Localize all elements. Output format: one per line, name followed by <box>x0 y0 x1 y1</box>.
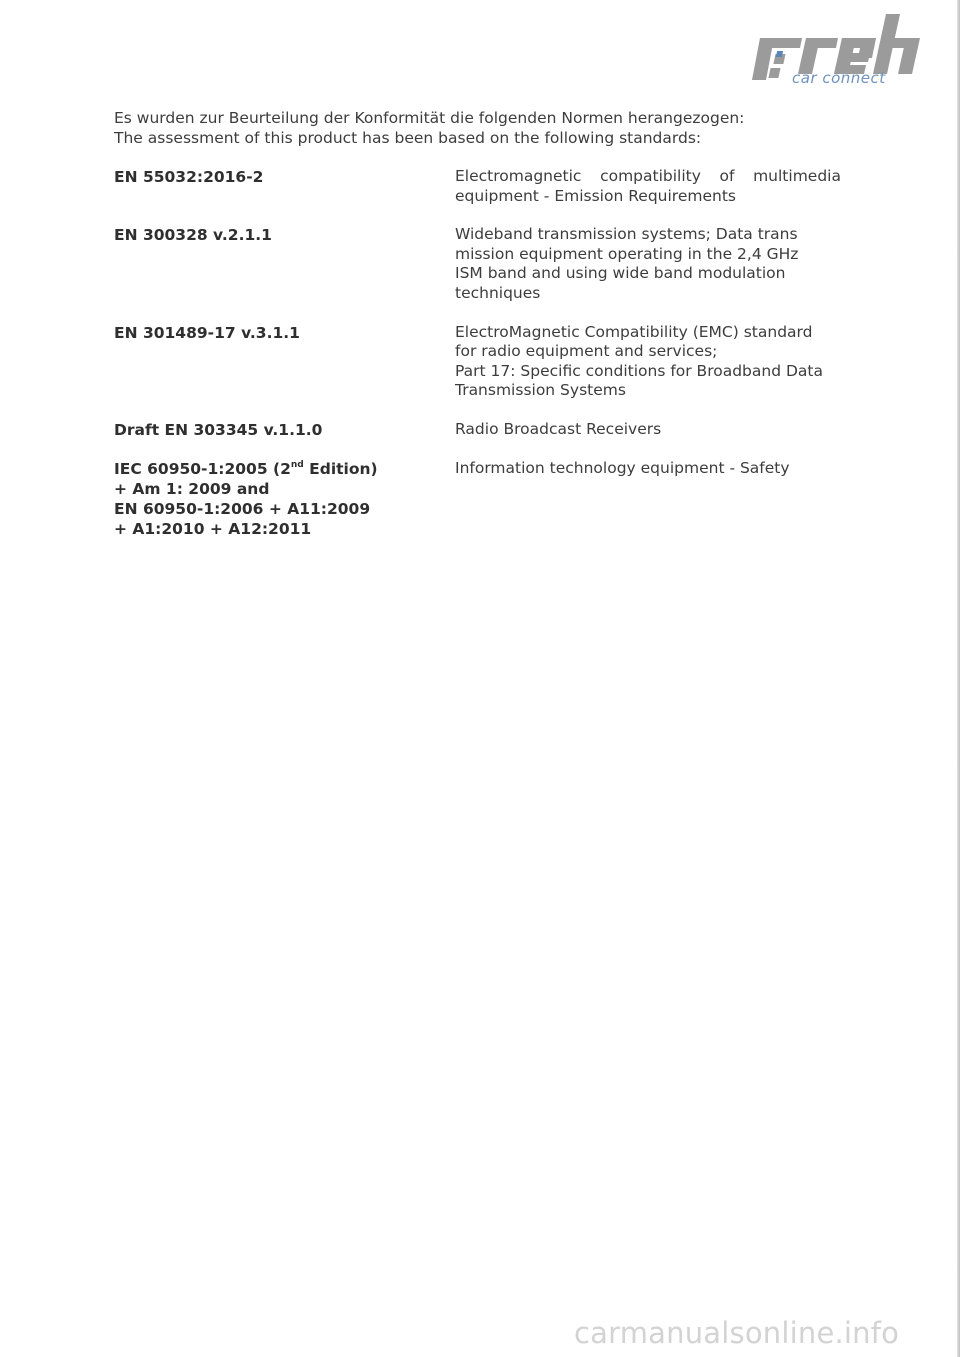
standard-description <box>455 225 841 303</box>
standard-code <box>114 225 455 303</box>
standard-code <box>114 459 455 539</box>
desc-word: Electromagnetic <box>455 167 582 185</box>
standard-desc-line: equipment - Emission Requirements <box>455 186 736 205</box>
preh-logo-graphic <box>748 14 920 86</box>
ordinal-superscript: nd <box>290 459 304 470</box>
standard-code <box>114 420 455 440</box>
standard-code-prefix: IEC 60950-1:2005 (2 <box>114 459 291 478</box>
standard-row <box>114 225 854 303</box>
logo-tagline: car connect <box>792 69 886 86</box>
desc-word: of <box>719 167 735 185</box>
standard-code-line: + Am 1: 2009 and <box>114 479 270 498</box>
standard-desc-line: mission equipment operating in the 2,4 GHz <box>455 244 799 263</box>
standard-desc-line: Radio Broadcast Receivers <box>455 419 662 438</box>
intro-line-english: The assessment of this product has been based on the following standards: <box>114 129 702 147</box>
standard-row <box>114 420 854 440</box>
standard-description <box>455 420 841 440</box>
standard-row <box>114 459 854 539</box>
standard-code-line: EN 60950-1:2006 + A11:2009 <box>114 499 371 518</box>
standard-code <box>114 167 455 206</box>
desc-word: multimedia <box>753 167 841 185</box>
standard-row <box>114 167 854 206</box>
standard-code-line: EN 301489-17 v.3.1.1 <box>114 323 300 342</box>
standard-desc-line: ISM band and using wide band modulation <box>455 264 786 283</box>
standard-description <box>455 167 841 206</box>
desc-word: compatibility <box>600 167 701 185</box>
standard-description <box>455 459 841 539</box>
standard-desc-line: techniques <box>455 283 541 302</box>
standard-code-suffix: Edition) <box>303 459 378 478</box>
standard-desc-line: ElectroMagnetic Compatibility (EMC) standard <box>455 322 813 341</box>
standard-desc-line: Part 17: Specific conditions for Broadband Data <box>455 361 823 380</box>
standard-description <box>455 323 841 401</box>
preh-logo <box>748 14 920 86</box>
intro-paragraph <box>114 108 874 148</box>
standard-desc-line-justified <box>455 167 841 187</box>
standard-desc-line: Information technology equipment - Safety <box>455 458 790 477</box>
standards-list <box>114 167 854 558</box>
standard-code-line: EN 300328 v.2.1.1 <box>114 226 272 245</box>
standard-desc-line: for radio equipment and services; <box>455 342 718 361</box>
standard-desc-line: Wideband transmission systems; Data trans <box>455 225 798 244</box>
standard-code-line: EN 55032:2016-2 <box>114 168 264 186</box>
standard-code-line: + A1:2010 + A12:2011 <box>114 519 312 538</box>
standard-code <box>114 323 455 401</box>
watermark: carmanualsonline.info <box>574 1316 900 1350</box>
standard-code-line <box>114 459 455 479</box>
standard-row <box>114 323 854 401</box>
intro-line-german: Es wurden zur Beurteilung der Konformität die folgenden Normen herangezogen: <box>114 109 745 127</box>
standard-desc-line: Transmission Systems <box>455 381 626 400</box>
standard-code-line: Draft EN 303345 v.1.1.0 <box>114 420 323 439</box>
